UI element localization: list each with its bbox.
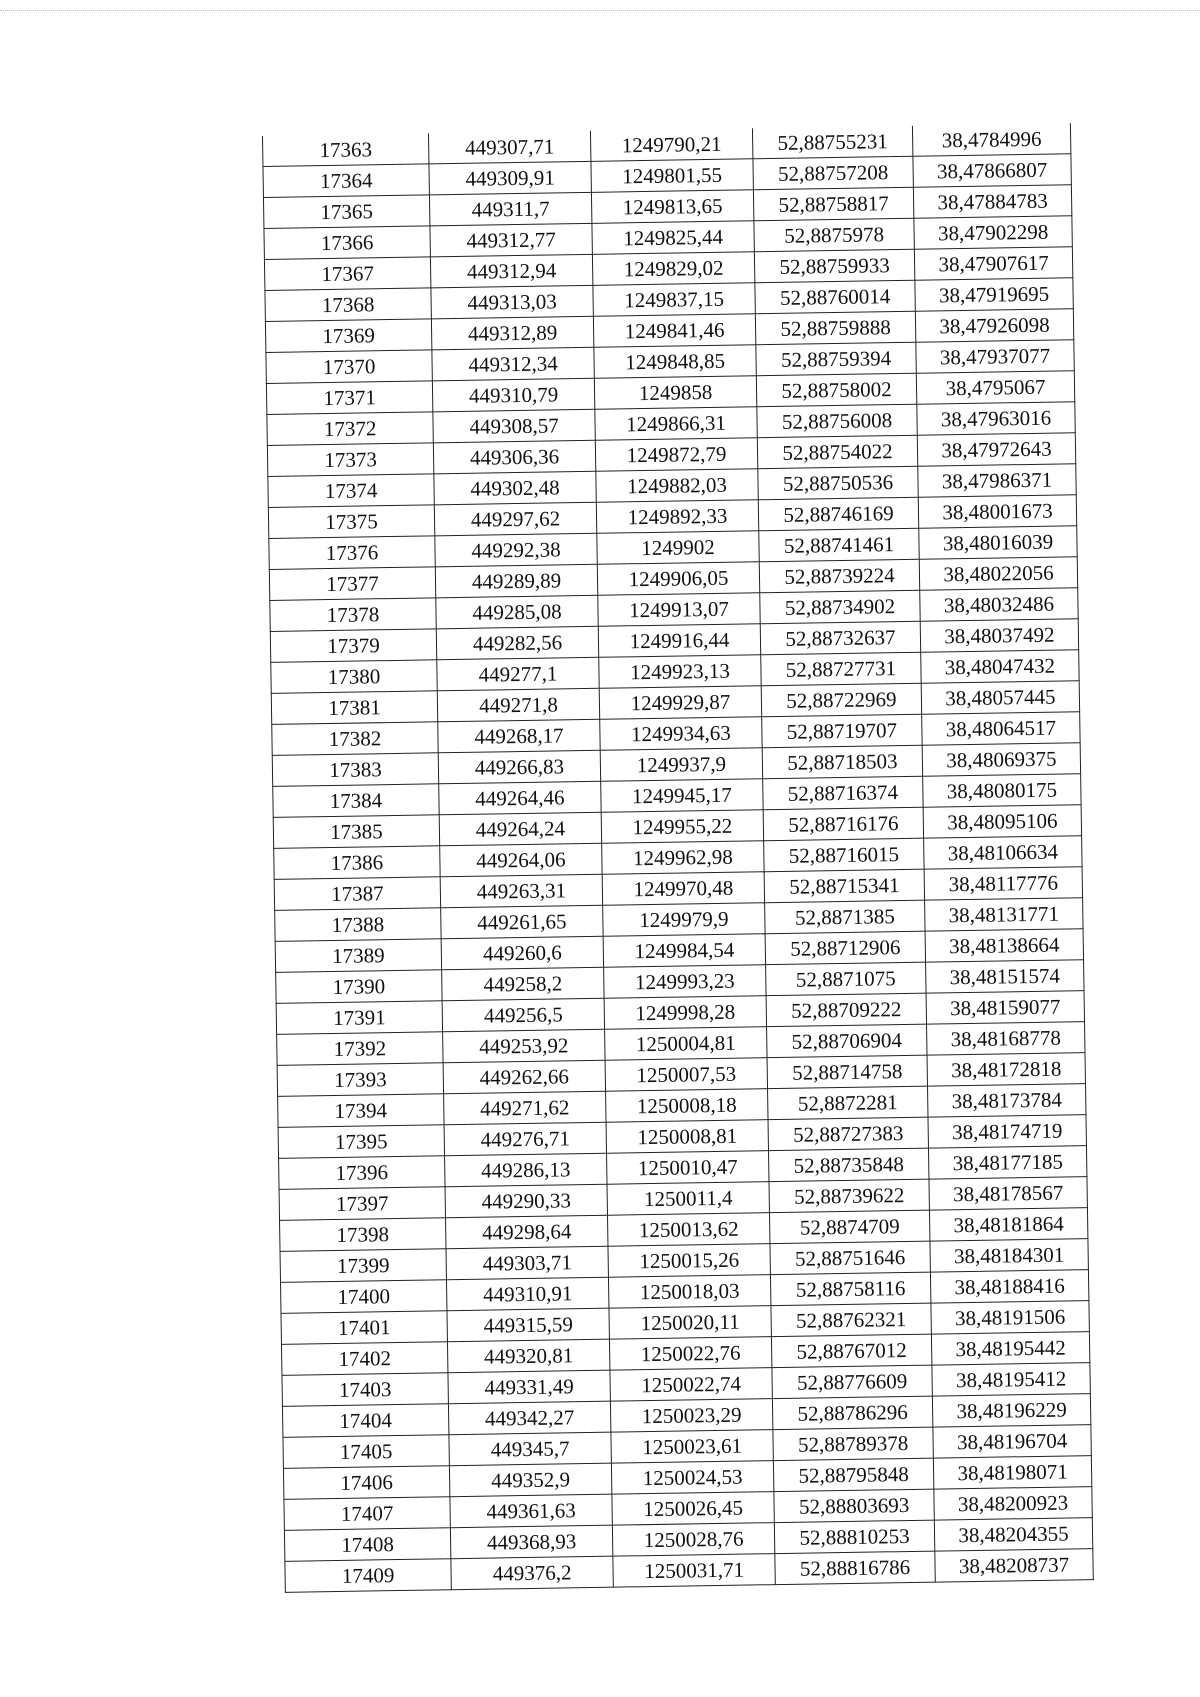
latitude-cell: 52,88739622 <box>769 1179 929 1213</box>
point-number-cell: 17394 <box>278 1094 444 1128</box>
longitude-cell: 38,47907617 <box>914 247 1072 280</box>
point-number-cell: 17402 <box>281 1342 447 1376</box>
y-coordinate-cell: 1250023,61 <box>611 1430 773 1464</box>
longitude-cell: 38,47884783 <box>913 185 1071 218</box>
y-coordinate-cell: 1250004,81 <box>605 1027 767 1061</box>
longitude-cell: 38,48037492 <box>920 619 1078 652</box>
longitude-cell: 38,48131771 <box>925 898 1083 931</box>
latitude-cell: 52,88760014 <box>755 280 915 314</box>
point-number-cell: 17363 <box>262 133 428 166</box>
latitude-cell: 52,88715341 <box>764 869 924 903</box>
latitude-cell: 52,88767012 <box>771 1334 931 1368</box>
x-coordinate-cell: 449276,71 <box>444 1122 606 1156</box>
y-coordinate-cell: 1249872,79 <box>595 438 757 472</box>
y-coordinate-cell: 1249825,44 <box>592 221 754 255</box>
latitude-cell: 52,8871075 <box>766 962 926 996</box>
latitude-cell: 52,88716015 <box>764 838 924 872</box>
point-number-cell: 17401 <box>281 1311 447 1345</box>
longitude-cell: 38,48117776 <box>924 867 1082 900</box>
point-number-cell: 17390 <box>276 970 442 1004</box>
point-number-cell: 17378 <box>270 598 436 632</box>
longitude-cell: 38,48080175 <box>923 774 1081 807</box>
y-coordinate-cell: 1250026,45 <box>612 1492 774 1526</box>
x-coordinate-cell: 449289,89 <box>435 564 597 598</box>
y-coordinate-cell: 1249858 <box>594 376 756 410</box>
y-coordinate-cell: 1250008,81 <box>606 1120 768 1154</box>
longitude-cell: 38,47972643 <box>917 433 1075 466</box>
latitude-cell: 52,88755231 <box>752 126 912 159</box>
longitude-cell: 38,48191506 <box>931 1301 1089 1334</box>
x-coordinate-cell: 449345,7 <box>449 1432 611 1466</box>
longitude-cell: 38,4795067 <box>916 371 1074 404</box>
x-coordinate-cell: 449266,83 <box>438 750 600 784</box>
longitude-cell: 38,48196704 <box>933 1425 1091 1458</box>
longitude-cell: 38,48106634 <box>924 836 1082 869</box>
longitude-cell: 38,48196229 <box>932 1394 1090 1427</box>
latitude-cell: 52,88756008 <box>757 404 917 438</box>
point-number-cell: 17408 <box>284 1528 450 1562</box>
latitude-cell: 52,88758002 <box>756 373 916 407</box>
longitude-cell: 38,47902298 <box>914 216 1072 249</box>
x-coordinate-cell: 449271,62 <box>444 1091 606 1125</box>
y-coordinate-cell: 1249945,17 <box>601 779 763 813</box>
point-number-cell: 17392 <box>277 1032 443 1066</box>
latitude-cell: 52,88727383 <box>768 1117 928 1151</box>
y-coordinate-cell: 1249937,9 <box>600 748 762 782</box>
latitude-cell: 52,88795848 <box>773 1458 933 1492</box>
longitude-cell: 38,48184301 <box>930 1239 1088 1272</box>
x-coordinate-cell: 449310,91 <box>446 1277 608 1311</box>
latitude-cell: 52,88712906 <box>765 931 925 965</box>
longitude-cell: 38,48032486 <box>920 588 1078 621</box>
latitude-cell: 52,88810253 <box>774 1520 934 1554</box>
point-number-cell: 17385 <box>273 815 439 849</box>
x-coordinate-cell: 449311,7 <box>429 192 591 226</box>
x-coordinate-cell: 449331,49 <box>448 1370 610 1404</box>
point-number-cell: 17382 <box>272 722 438 756</box>
latitude-cell: 52,88754022 <box>757 435 917 469</box>
longitude-cell: 38,48195442 <box>931 1332 1089 1365</box>
x-coordinate-cell: 449368,93 <box>450 1525 612 1559</box>
latitude-cell: 52,8875978 <box>754 218 914 252</box>
x-coordinate-cell: 449302,48 <box>434 471 596 505</box>
latitude-cell: 52,88803693 <box>774 1489 934 1523</box>
longitude-cell: 38,48198071 <box>933 1456 1091 1489</box>
x-coordinate-cell: 449312,34 <box>432 347 594 381</box>
x-coordinate-cell: 449292,38 <box>435 533 597 567</box>
latitude-cell: 52,8872281 <box>768 1086 928 1120</box>
latitude-cell: 52,88739224 <box>759 559 919 593</box>
point-number-cell: 17407 <box>284 1497 450 1531</box>
y-coordinate-cell: 1249916,44 <box>598 624 760 658</box>
y-coordinate-cell: 1249866,31 <box>595 407 757 441</box>
x-coordinate-cell: 449361,63 <box>450 1494 612 1528</box>
y-coordinate-cell: 1249892,33 <box>596 500 758 534</box>
latitude-cell: 52,88759394 <box>756 342 916 376</box>
latitude-cell: 52,88706904 <box>767 1024 927 1058</box>
longitude-cell: 38,48057445 <box>921 681 1079 714</box>
latitude-cell: 52,88719707 <box>762 714 922 748</box>
x-coordinate-cell: 449312,89 <box>431 316 593 350</box>
latitude-cell: 52,88746169 <box>758 497 918 531</box>
longitude-cell: 38,48069375 <box>922 743 1080 776</box>
point-number-cell: 17409 <box>285 1559 451 1593</box>
x-coordinate-cell: 449320,81 <box>447 1339 609 1373</box>
y-coordinate-cell: 1249841,46 <box>593 314 755 348</box>
y-coordinate-cell: 1249813,65 <box>591 190 753 224</box>
longitude-cell: 38,48159077 <box>926 991 1084 1024</box>
y-coordinate-cell: 1249993,23 <box>604 965 766 999</box>
longitude-cell: 38,4784996 <box>912 123 1070 156</box>
y-coordinate-cell: 1250020,11 <box>609 1306 771 1340</box>
x-coordinate-cell: 449271,8 <box>437 688 599 722</box>
latitude-cell: 52,88722969 <box>761 683 921 717</box>
longitude-cell: 38,48172818 <box>927 1053 1085 1086</box>
point-number-cell: 17374 <box>268 474 434 508</box>
y-coordinate-cell: 1250028,76 <box>612 1523 774 1557</box>
x-coordinate-cell: 449306,36 <box>433 440 595 474</box>
latitude-cell: 52,88758116 <box>770 1272 930 1306</box>
x-coordinate-cell: 449264,46 <box>439 781 601 815</box>
latitude-cell: 52,88716176 <box>763 807 923 841</box>
latitude-cell: 52,88727731 <box>761 652 921 686</box>
longitude-cell: 38,48168778 <box>927 1022 1085 1055</box>
x-coordinate-cell: 449376,2 <box>451 1556 613 1590</box>
y-coordinate-cell: 1250013,62 <box>607 1213 769 1247</box>
longitude-cell: 38,48138664 <box>925 929 1083 962</box>
coordinates-table <box>262 123 1094 1593</box>
point-number-cell: 17389 <box>275 939 441 973</box>
point-number-cell: 17366 <box>264 226 430 260</box>
latitude-cell: 52,88776609 <box>772 1365 932 1399</box>
point-number-cell: 17400 <box>281 1280 447 1314</box>
y-coordinate-cell: 1249902 <box>597 531 759 565</box>
y-coordinate-cell: 1250008,18 <box>606 1089 768 1123</box>
x-coordinate-cell: 449282,56 <box>436 626 598 660</box>
y-coordinate-cell: 1249984,54 <box>603 934 765 968</box>
latitude-cell: 52,8871385 <box>765 900 925 934</box>
y-coordinate-cell: 1249979,9 <box>603 903 765 937</box>
x-coordinate-cell: 449277,1 <box>437 657 599 691</box>
x-coordinate-cell: 449253,92 <box>443 1029 605 1063</box>
point-number-cell: 17383 <box>272 753 438 787</box>
latitude-cell: 52,88734902 <box>760 590 920 624</box>
x-coordinate-cell: 449263,31 <box>440 874 602 908</box>
longitude-cell: 38,48064517 <box>922 712 1080 745</box>
longitude-cell: 38,47963016 <box>917 402 1075 435</box>
longitude-cell: 38,48188416 <box>930 1270 1088 1303</box>
longitude-cell: 38,48022056 <box>919 557 1077 590</box>
latitude-cell: 52,88816786 <box>775 1551 935 1585</box>
point-number-cell: 17396 <box>279 1156 445 1190</box>
y-coordinate-cell: 1249882,03 <box>596 469 758 503</box>
latitude-cell: 52,88789378 <box>773 1427 933 1461</box>
y-coordinate-cell: 1249790,21 <box>590 128 752 161</box>
longitude-cell: 38,48151574 <box>926 960 1084 993</box>
point-number-cell: 17369 <box>265 319 431 353</box>
x-coordinate-cell: 449262,66 <box>443 1060 605 1094</box>
longitude-cell: 38,48174719 <box>928 1115 1086 1148</box>
latitude-cell: 52,88759888 <box>755 311 915 345</box>
point-number-cell: 17404 <box>282 1404 448 1438</box>
y-coordinate-cell: 1249913,07 <box>598 593 760 627</box>
longitude-cell: 38,48208737 <box>935 1549 1093 1582</box>
point-number-cell: 17370 <box>266 350 432 384</box>
latitude-cell: 52,88714758 <box>767 1055 927 1089</box>
longitude-cell: 38,47986371 <box>918 464 1076 497</box>
x-coordinate-cell: 449290,33 <box>445 1184 607 1218</box>
x-coordinate-cell: 449312,77 <box>430 223 592 257</box>
x-coordinate-cell: 449268,17 <box>438 719 600 753</box>
longitude-cell: 38,48200923 <box>934 1487 1092 1520</box>
longitude-cell: 38,48016039 <box>919 526 1077 559</box>
point-number-cell: 17386 <box>274 846 440 880</box>
longitude-cell: 38,48178567 <box>929 1177 1087 1210</box>
latitude-cell: 52,88735848 <box>769 1148 929 1182</box>
latitude-cell: 52,88716374 <box>763 776 923 810</box>
point-number-cell: 17372 <box>267 412 433 446</box>
latitude-cell: 52,88709222 <box>766 993 926 1027</box>
point-number-cell: 17388 <box>275 908 441 942</box>
y-coordinate-cell: 1249829,02 <box>592 252 754 286</box>
y-coordinate-cell: 1249998,28 <box>604 996 766 1030</box>
x-coordinate-cell: 449309,91 <box>429 161 591 195</box>
longitude-cell: 38,48204355 <box>934 1518 1092 1551</box>
point-number-cell: 17398 <box>280 1218 446 1252</box>
point-number-cell: 17403 <box>282 1373 448 1407</box>
y-coordinate-cell: 1249923,13 <box>599 655 761 689</box>
y-coordinate-cell: 1249837,15 <box>593 283 755 317</box>
x-coordinate-cell: 449264,06 <box>440 843 602 877</box>
point-number-cell: 17391 <box>276 1001 442 1035</box>
point-number-cell: 17393 <box>277 1063 443 1097</box>
point-number-cell: 17406 <box>283 1466 449 1500</box>
longitude-cell: 38,47937077 <box>916 340 1074 373</box>
point-number-cell: 17397 <box>279 1187 445 1221</box>
point-number-cell: 17367 <box>264 257 430 291</box>
point-number-cell: 17387 <box>274 877 440 911</box>
longitude-cell: 38,47926098 <box>915 309 1073 342</box>
latitude-cell: 52,88762321 <box>771 1303 931 1337</box>
y-coordinate-cell: 1249934,63 <box>600 717 762 751</box>
x-coordinate-cell: 449303,71 <box>446 1246 608 1280</box>
x-coordinate-cell: 449313,03 <box>431 285 593 319</box>
latitude-cell: 52,88757208 <box>753 156 913 190</box>
y-coordinate-cell: 1250023,29 <box>610 1399 772 1433</box>
x-coordinate-cell: 449286,13 <box>445 1153 607 1187</box>
latitude-cell: 52,88750536 <box>758 466 918 500</box>
coordinates-table-body <box>262 123 1093 1592</box>
x-coordinate-cell: 449285,08 <box>436 595 598 629</box>
point-number-cell: 17379 <box>270 629 436 663</box>
latitude-cell: 52,88718503 <box>762 745 922 779</box>
y-coordinate-cell: 1249955,22 <box>601 810 763 844</box>
x-coordinate-cell: 449297,62 <box>434 502 596 536</box>
latitude-cell: 52,88732637 <box>760 621 920 655</box>
y-coordinate-cell: 1249962,98 <box>602 841 764 875</box>
latitude-cell: 52,88751646 <box>770 1241 930 1275</box>
x-coordinate-cell: 449264,24 <box>439 812 601 846</box>
longitude-cell: 38,48181864 <box>929 1208 1087 1241</box>
y-coordinate-cell: 1249801,55 <box>591 159 753 193</box>
y-coordinate-cell: 1250031,71 <box>613 1554 775 1588</box>
x-coordinate-cell: 449298,64 <box>446 1215 608 1249</box>
x-coordinate-cell: 449258,2 <box>442 967 604 1001</box>
point-number-cell: 17375 <box>268 505 434 539</box>
point-number-cell: 17380 <box>271 660 437 694</box>
longitude-cell: 38,47919695 <box>915 278 1073 311</box>
x-coordinate-cell: 449308,57 <box>433 409 595 443</box>
latitude-cell: 52,88741461 <box>759 528 919 562</box>
y-coordinate-cell: 1250022,76 <box>609 1337 771 1371</box>
x-coordinate-cell: 449342,27 <box>448 1401 610 1435</box>
point-number-cell: 17405 <box>283 1435 449 1469</box>
y-coordinate-cell: 1250011,4 <box>607 1182 769 1216</box>
y-coordinate-cell: 1250010,47 <box>607 1151 769 1185</box>
x-coordinate-cell: 449307,71 <box>428 131 590 164</box>
x-coordinate-cell: 449312,94 <box>430 254 592 288</box>
longitude-cell: 38,48177185 <box>928 1146 1086 1179</box>
latitude-cell: 52,88786296 <box>772 1396 932 1430</box>
point-number-cell: 17365 <box>263 195 429 229</box>
y-coordinate-cell: 1250022,74 <box>610 1368 772 1402</box>
y-coordinate-cell: 1249970,48 <box>602 872 764 906</box>
longitude-cell: 38,47866807 <box>913 154 1071 187</box>
point-number-cell: 17381 <box>271 691 437 725</box>
longitude-cell: 38,48173784 <box>928 1084 1086 1117</box>
point-number-cell: 17373 <box>267 443 433 477</box>
longitude-cell: 38,48095106 <box>923 805 1081 838</box>
point-number-cell: 17395 <box>278 1125 444 1159</box>
x-coordinate-cell: 449260,6 <box>441 936 603 970</box>
point-number-cell: 17376 <box>269 536 435 570</box>
point-number-cell: 17377 <box>269 567 435 601</box>
point-number-cell: 17364 <box>263 164 429 198</box>
longitude-cell: 38,48047432 <box>921 650 1079 683</box>
latitude-cell: 52,88759933 <box>754 249 914 283</box>
x-coordinate-cell: 449256,5 <box>442 998 604 1032</box>
scan-edge-line <box>0 10 1200 11</box>
point-number-cell: 17384 <box>273 784 439 818</box>
y-coordinate-cell: 1250024,53 <box>611 1461 773 1495</box>
y-coordinate-cell: 1250018,03 <box>608 1275 770 1309</box>
latitude-cell: 52,8874709 <box>769 1210 929 1244</box>
x-coordinate-cell: 449261,65 <box>441 905 603 939</box>
y-coordinate-cell: 1249929,87 <box>599 686 761 720</box>
point-number-cell: 17371 <box>266 381 432 415</box>
x-coordinate-cell: 449352,9 <box>449 1463 611 1497</box>
point-number-cell: 17399 <box>280 1249 446 1283</box>
y-coordinate-cell: 1249906,05 <box>597 562 759 596</box>
point-number-cell: 17368 <box>265 288 431 322</box>
y-coordinate-cell: 1250015,26 <box>608 1244 770 1278</box>
x-coordinate-cell: 449315,59 <box>447 1308 609 1342</box>
y-coordinate-cell: 1249848,85 <box>594 345 756 379</box>
latitude-cell: 52,88758817 <box>753 187 913 221</box>
longitude-cell: 38,48001673 <box>918 495 1076 528</box>
y-coordinate-cell: 1250007,53 <box>605 1058 767 1092</box>
longitude-cell: 38,48195412 <box>932 1363 1090 1396</box>
x-coordinate-cell: 449310,79 <box>432 378 594 412</box>
